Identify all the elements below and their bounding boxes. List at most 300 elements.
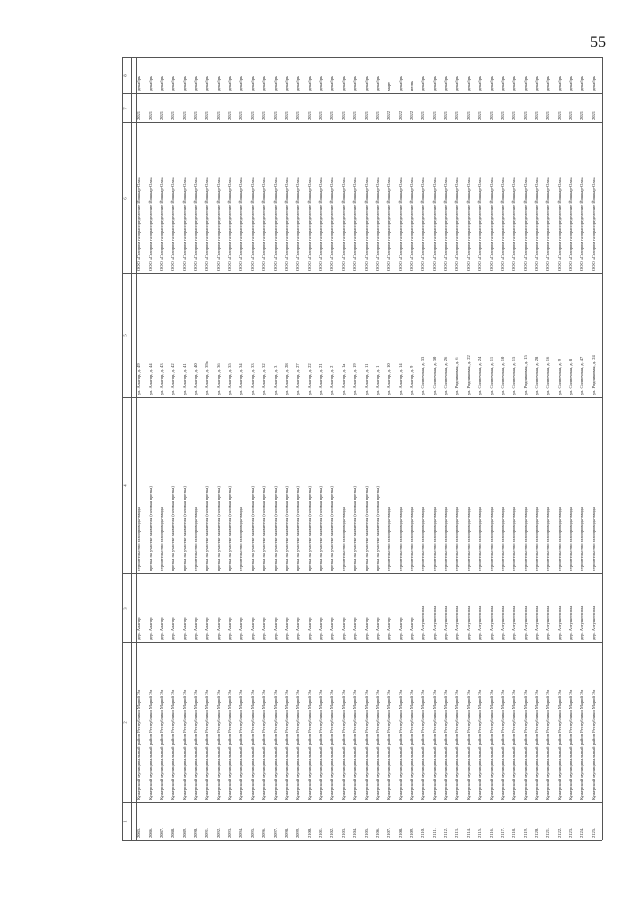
table-cell: 2091. bbox=[204, 827, 210, 838]
table-cell: 2090. bbox=[193, 827, 199, 838]
table-cell: ООО «Газпром газораспределение Йошкар-Ола» bbox=[488, 177, 494, 271]
table-cell: врезка на участке заявителя (газовая врезка) bbox=[249, 486, 255, 571]
table-cell: 2123. bbox=[568, 827, 574, 838]
table-cell: декабрь bbox=[352, 76, 358, 91]
table-cell: дер. Алагор bbox=[204, 617, 210, 640]
table-cell: декабрь bbox=[318, 76, 324, 91]
table-cell: ул. Солнечная, д. 8 bbox=[568, 358, 574, 395]
table-cell: ул. Алагор, д. 1 bbox=[374, 365, 380, 395]
table-cell: декабрь bbox=[227, 76, 233, 91]
header-separator bbox=[131, 57, 132, 840]
table-cell: декабрь bbox=[431, 76, 437, 91]
table-cell: декабрь bbox=[568, 76, 574, 91]
table-cell: Кужерский муниципальный район Республики Марий Эл bbox=[477, 689, 483, 800]
table-cell: ул. Солнечная, д. 10 bbox=[499, 356, 505, 395]
table-cell: Кужерский муниципальный район Республики Марий Эл bbox=[136, 689, 142, 800]
table-cell: ул. Солнечная, д. 15 bbox=[511, 356, 517, 395]
table-cell: ул. Алагор, д. 36 bbox=[215, 363, 221, 395]
table-cell: Кужерский муниципальный район Республики Марий Эл bbox=[306, 689, 312, 800]
table-cell: 2021 bbox=[534, 111, 539, 120]
header-label: 7 bbox=[122, 106, 128, 110]
table-cell: ул. Алагор, д. 27 bbox=[295, 363, 301, 395]
table-cell: ул. Алагор, д. 10 bbox=[386, 363, 392, 395]
table-cell: 2096. bbox=[261, 827, 267, 838]
table-cell: ул. Алагор, д. 33 bbox=[249, 363, 255, 395]
table-cell: март bbox=[386, 82, 392, 91]
table-cell: ООО «Газпром газораспределение Йошкар-Ола» bbox=[295, 177, 301, 271]
table-cell: 2021 bbox=[568, 111, 574, 120]
table-cell: ул. Алагор, д. 43 bbox=[158, 363, 164, 395]
table-cell: Кужерский муниципальный район Республики Марий Эл bbox=[465, 689, 471, 800]
table-cell: ООО «Газпром газораспределение Йошкар-Ола» bbox=[363, 177, 369, 271]
table-cell: 2021 bbox=[158, 111, 164, 120]
table-cell: декабрь bbox=[499, 76, 505, 91]
table-cell: ООО «Газпром газораспределение Йошкар-Ола» bbox=[215, 177, 221, 271]
table-cell: декабрь bbox=[306, 76, 312, 91]
table-cell: ООО «Газпром газораспределение Йошкар-Ола» bbox=[272, 177, 278, 271]
table-cell: врезка на участке заявителя (газовая врезка) bbox=[227, 486, 233, 571]
table-cell: декабрь bbox=[443, 76, 449, 91]
table-cell: 2021 bbox=[454, 111, 460, 120]
table-cell: 2119. bbox=[522, 828, 528, 838]
table-cell: декабрь bbox=[522, 76, 528, 91]
table-cell: Кужерский муниципальный район Республики Марий Эл bbox=[499, 689, 505, 800]
table-cell: 2021 bbox=[443, 111, 449, 120]
table-cell: 2111. bbox=[431, 828, 437, 838]
table-cell: 2021 bbox=[511, 111, 517, 120]
header-label: 8 bbox=[122, 74, 128, 77]
table-cell: 2021 bbox=[477, 111, 483, 120]
table-cell: строительство газопровода-ввода bbox=[431, 507, 437, 571]
table-cell: декабрь bbox=[204, 76, 210, 91]
table-cell: ул. Солнечная, д. 9 bbox=[556, 358, 562, 395]
table-cell: 2021 bbox=[352, 111, 358, 120]
table-cell: Кужерский муниципальный район Республики Марий Эл bbox=[329, 689, 335, 800]
table-cell: дер. Алагор bbox=[340, 617, 346, 640]
table-cell: строительство газопровода-ввода bbox=[158, 507, 164, 571]
table-cell: ул. Солнечная, д. 47 bbox=[579, 356, 585, 395]
table-cell: декабрь bbox=[158, 76, 164, 91]
table-cell: врезка на участке заявителя (газовая врезка) bbox=[272, 486, 278, 571]
table-cell: 2021 bbox=[136, 111, 142, 120]
table-cell: ООО «Газпром газораспределение Йошкар-Ола» bbox=[193, 177, 199, 271]
table-cell: ул. Солнечная, д. 33 bbox=[420, 356, 426, 395]
table-cell: ул. Алагор, д. 3 bbox=[272, 365, 278, 395]
table-cell: ООО «Газпром газораспределение Йошкар-Ола» bbox=[408, 177, 414, 271]
table-cell: ООО «Газпром газораспределение Йошкар-Ола» bbox=[579, 177, 585, 271]
table-cell: строительство газопровода-ввода bbox=[443, 507, 449, 571]
table-cell: врезка на участке заявителя (газовая врезка) bbox=[147, 486, 153, 571]
table-cell: дер. Алагор bbox=[318, 617, 324, 640]
table-cell: ООО «Газпром газораспределение Йошкар-Ола» bbox=[420, 177, 426, 271]
table-cell: 2112. bbox=[443, 828, 449, 838]
table-cell: дер. Азгушенсола bbox=[534, 605, 539, 640]
table-cell: строительство газопровода-ввода bbox=[511, 507, 517, 571]
table-cell: ул. Алагор, д. 2 bbox=[329, 365, 335, 395]
table-cell: 2102. bbox=[329, 827, 335, 838]
table-cell: 2114. bbox=[465, 828, 471, 838]
table-cell: 2099. bbox=[295, 827, 301, 838]
table-cell: ул. Алагор, д. 34 bbox=[238, 363, 244, 395]
table-cell: Кужерский муниципальный район Республики Марий Эл bbox=[227, 689, 233, 800]
table-cell: ул. Алагор, д. 1а bbox=[340, 363, 346, 395]
table-cell: 2117. bbox=[499, 828, 505, 838]
table-cell: дер. Азгушенсола bbox=[590, 605, 596, 640]
table-cell: строительство газопровода-ввода bbox=[522, 507, 528, 571]
table-cell: Кужерский муниципальный район Республики Марий Эл bbox=[352, 689, 358, 800]
table-cell: Кужерский муниципальный район Республики Марий Эл bbox=[374, 689, 380, 800]
table-cell: декабрь bbox=[261, 76, 267, 91]
table-top-border bbox=[122, 57, 602, 58]
table-cell: 2021 bbox=[522, 111, 528, 120]
table-cell: ул. Родниковая, д. 24 bbox=[590, 355, 596, 395]
table-cell: строительство газопровода-ввода bbox=[488, 507, 494, 571]
table-cell: декабрь bbox=[556, 76, 562, 91]
table-cell: ООО «Газпром газораспределение Йошкар-Ола» bbox=[386, 177, 392, 271]
table-cell: дер. Азгушенсола bbox=[477, 605, 483, 640]
table-cell: 2095. bbox=[249, 827, 255, 838]
table-cell: 2110. bbox=[420, 828, 426, 838]
table-cell: 2021 bbox=[215, 111, 221, 120]
table-cell: дер. Алагор bbox=[408, 617, 414, 640]
table-cell: 2125. bbox=[590, 827, 596, 838]
table-cell: декабрь bbox=[340, 76, 346, 91]
table-cell: врезка на участке заявителя (газовая врезка) bbox=[181, 486, 187, 571]
table-cell: ул. Алагор, д. 35 bbox=[227, 363, 233, 395]
table-cell: дер. Азгушенсола bbox=[579, 605, 585, 640]
table-cell: 2093. bbox=[227, 827, 233, 838]
table-cell: Кужерский муниципальный район Республики Марий Эл bbox=[386, 689, 392, 800]
table-cell: 2021 bbox=[431, 111, 437, 120]
table-cell: дер. Азгушенсола bbox=[556, 605, 562, 640]
table-cell: декабрь bbox=[488, 76, 494, 91]
table-cell: ООО «Газпром газораспределение Йошкар-Ола» bbox=[249, 177, 255, 271]
table-cell: ООО «Газпром газораспределение Йошкар-Ола» bbox=[261, 177, 267, 271]
table-cell: 2115. bbox=[477, 828, 483, 838]
table-cell: 2021 bbox=[590, 111, 596, 120]
table-cell: ул. Алагор, д. 32 bbox=[261, 363, 267, 395]
page-number: 55 bbox=[590, 34, 606, 51]
table-cell: дер. Азгушенсола bbox=[568, 605, 574, 640]
table-cell: строительство газопровода-ввода bbox=[499, 507, 505, 571]
table-cell: дер. Алагор bbox=[215, 617, 221, 640]
table-cell: ул. Родниковая, д. 6 bbox=[454, 357, 460, 395]
table-cell: 2021 bbox=[374, 111, 380, 120]
table-cell: ул. Алагор, д. 44 bbox=[147, 363, 153, 395]
table-cell: 2021 bbox=[340, 111, 346, 120]
table-cell: дер. Алагор bbox=[397, 617, 403, 640]
table-cell: 2021 bbox=[249, 111, 255, 120]
table-cell: Кужерский муниципальный район Республики Марий Эл bbox=[545, 689, 551, 800]
table-cell: врезка на участке заявителя (газовая врезка) bbox=[329, 486, 335, 571]
table-cell: ул. Алагор, д. 39а bbox=[204, 361, 210, 395]
table-cell: ул. Алагор, д. 11 bbox=[363, 363, 369, 395]
table-right-border bbox=[602, 57, 603, 840]
table-cell: декабрь bbox=[215, 76, 221, 91]
table-cell: ООО «Газпром газораспределение Йошкар-Ола» bbox=[283, 177, 289, 271]
table-cell: 2021 bbox=[306, 111, 312, 120]
table-cell: июнь bbox=[408, 80, 414, 91]
table-cell: Кужерский муниципальный район Республики Марий Эл bbox=[397, 689, 403, 800]
table-cell: дер. Алагор bbox=[295, 617, 301, 640]
table-cell: ООО «Газпром газораспределение Йошкар-Ола» bbox=[534, 177, 539, 271]
table-cell: врезка на участке заявителя (газовая врезка) bbox=[374, 486, 380, 571]
table-cell: 2105. bbox=[363, 827, 369, 838]
table-cell: декабрь bbox=[136, 76, 142, 91]
table-cell: ООО «Газпром газораспределение Йошкар-Ола» bbox=[431, 177, 437, 271]
table-cell: 2089. bbox=[181, 827, 187, 838]
header-label: 5 bbox=[122, 334, 128, 337]
table-cell: 2118. bbox=[511, 828, 517, 838]
table-cell: дер. Азгушенсола bbox=[431, 605, 437, 640]
table-cell: врезка на участке заявителя (газовая врезка) bbox=[318, 486, 324, 571]
table-cell: Кужерский муниципальный район Республики Марий Эл bbox=[488, 689, 494, 800]
table-cell: 2122. bbox=[556, 827, 562, 838]
table-cell: 2021 bbox=[363, 111, 369, 120]
table-cell: строительство газопровода-ввода bbox=[408, 507, 414, 571]
table-cell: ул. Алагор, д. 14 bbox=[397, 363, 403, 395]
table-cell: Кужерский муниципальный район Республики Марий Эл bbox=[170, 689, 176, 800]
table-cell: 2124. bbox=[579, 827, 585, 838]
table-cell: Кужерский муниципальный район Республики Марий Эл bbox=[193, 689, 199, 800]
table-cell: ООО «Газпром газораспределение Йошкар-Ола» bbox=[136, 177, 142, 271]
table-cell: 2085. bbox=[136, 827, 142, 838]
table-cell: дер. Алагор bbox=[147, 617, 153, 640]
table-cell: Кужерский муниципальный район Республики Марий Эл bbox=[420, 689, 426, 800]
table-cell: декабрь bbox=[193, 76, 199, 91]
table-cell: 2021 bbox=[295, 111, 301, 120]
table-cell: ул. Алагор, д. 22 bbox=[306, 363, 312, 395]
table-cell: врезка на участке заявителя (газовая врезка) bbox=[363, 486, 369, 571]
table-cell: ООО «Газпром газораспределение Йошкар-Ола» bbox=[340, 177, 346, 271]
table-cell: ул. Родниковая, д. 15 bbox=[522, 355, 528, 395]
table-cell: строительство газопровода-ввода bbox=[454, 507, 460, 571]
table-cell: 2116. bbox=[488, 828, 494, 838]
table-cell: декабрь bbox=[147, 76, 153, 91]
table-cell: Кужерский муниципальный район Республики Марий Эл bbox=[181, 689, 187, 800]
table-cell: строительство газопровода-ввода bbox=[238, 507, 244, 571]
table-cell: декабрь bbox=[272, 76, 278, 91]
table-cell: дер. Алагор bbox=[329, 617, 335, 640]
table-cell: дер. Азгушенсола bbox=[499, 605, 505, 640]
table-cell: ООО «Газпром газораспределение Йошкар-Ола» bbox=[204, 177, 210, 271]
table-cell: 2021 bbox=[170, 111, 176, 120]
table-cell: 2098. bbox=[283, 827, 289, 838]
table-cell: 2104. bbox=[352, 827, 358, 838]
table-cell: дер. Азгушенсола bbox=[465, 605, 471, 640]
table-cell: ООО «Газпром газораспределение Йошкар-Ола» bbox=[352, 177, 358, 271]
table-cell: Кужерский муниципальный район Республики Марий Эл bbox=[147, 689, 153, 800]
table-cell: строительство газопровода-ввода bbox=[590, 507, 596, 571]
table-cell: ООО «Газпром газораспределение Йошкар-Ола» bbox=[306, 177, 312, 271]
table-cell: ООО «Газпром газораспределение Йошкар-Ола» bbox=[238, 177, 244, 271]
table-cell: дер. Азгушенсола bbox=[443, 605, 449, 640]
table-cell: Кужерский муниципальный район Республики Марий Эл bbox=[272, 689, 278, 800]
table-cell: Кужерский муниципальный район Республики Марий Эл bbox=[568, 689, 574, 800]
table-cell: Кужерский муниципальный район Республики Марий Эл bbox=[283, 689, 289, 800]
table-cell: декабрь bbox=[363, 76, 369, 91]
table-cell: 2097. bbox=[272, 827, 278, 838]
table-cell: ООО «Газпром газораспределение Йошкар-Ола» bbox=[477, 177, 483, 271]
table-cell: 2087. bbox=[158, 827, 164, 838]
table-cell: Кужерский муниципальный район Республики Марий Эл bbox=[534, 689, 539, 800]
table-cell: декабрь bbox=[238, 76, 244, 91]
table-cell: 2109. bbox=[408, 827, 414, 838]
table-cell: дер. Алагор bbox=[170, 617, 176, 640]
table-cell: дер. Алагор bbox=[238, 617, 244, 640]
table-cell: дер. Алагор bbox=[158, 617, 164, 640]
table-cell: ул. Алагор, д. 9 bbox=[408, 365, 414, 395]
table-cell: декабрь bbox=[374, 76, 380, 91]
table-cell: дер. Азгушенсола bbox=[420, 605, 426, 640]
table-cell: 2021 bbox=[499, 111, 505, 120]
table-cell: врезка на участке заявителя (газовая врезка) bbox=[306, 486, 312, 571]
table-cell: 2103. bbox=[340, 827, 346, 838]
table-cell: 2022 bbox=[397, 111, 403, 120]
table-cell: врезка на участке заявителя (газовая врезка) bbox=[215, 486, 221, 571]
table-cell: врезка на участке заявителя (газовая врезка) bbox=[204, 486, 210, 571]
table-cell: 2106. bbox=[374, 827, 380, 838]
table-cell: ул. Алагор, д. 40 bbox=[193, 363, 199, 395]
table-cell: ООО «Газпром газораспределение Йошкар-Ола» bbox=[147, 177, 153, 271]
table-cell: ООО «Газпром газораспределение Йошкар-Ола» bbox=[329, 177, 335, 271]
table-cell: 2021 bbox=[193, 111, 199, 120]
table-cell: дер. Азгушенсола bbox=[454, 605, 460, 640]
table-cell: ООО «Газпром газораспределение Йошкар-Ола» bbox=[181, 177, 187, 271]
table-cell: декабрь bbox=[295, 76, 301, 91]
header-label: 2 bbox=[122, 721, 128, 724]
table-cell: 2021 bbox=[147, 111, 153, 120]
table-cell: ООО «Газпром газораспределение Йошкар-Ола» bbox=[397, 177, 403, 271]
column-separator bbox=[122, 573, 602, 574]
table-cell: врезка на участке заявителя (газовая врезка) bbox=[170, 486, 176, 571]
table-cell: дер. Азгушенсола bbox=[488, 605, 494, 640]
table-cell: декабрь bbox=[397, 76, 403, 91]
table-cell: Кужерский муниципальный район Республики Марий Эл bbox=[511, 689, 517, 800]
table-cell: ул. Алагор, д. 28 bbox=[283, 363, 289, 395]
table-cell: строительство газопровода-ввода bbox=[136, 507, 142, 571]
table-cell: Кужерский муниципальный район Республики Марий Эл bbox=[204, 689, 210, 800]
table-cell: 2022 bbox=[386, 111, 392, 120]
table-cell: ул. Солнечная, д. 24 bbox=[477, 356, 483, 395]
table-cell: декабрь bbox=[590, 76, 596, 91]
table-cell: врезка на участке заявителя (газовая врезка) bbox=[261, 486, 267, 571]
table-cell: дер. Алагор bbox=[306, 617, 312, 640]
table-cell: 2021 bbox=[238, 111, 244, 120]
table-cell: 2022 bbox=[408, 111, 414, 120]
table-cell: декабрь bbox=[454, 76, 460, 91]
table-cell: 2021 bbox=[272, 111, 278, 120]
table-cell: ул. Солнечная, д. 28 bbox=[534, 356, 539, 395]
table-cell: ул. Алагор, д. 42 bbox=[170, 363, 176, 395]
table-cell: строительство газопровода-ввода bbox=[477, 507, 483, 571]
table-cell: 2021 bbox=[579, 111, 585, 120]
table-cell: ООО «Газпром газораспределение Йошкар-Ола» bbox=[170, 177, 176, 271]
table-bottom-border bbox=[122, 840, 602, 841]
table-cell: ООО «Газпром газораспределение Йошкар-Ола» bbox=[590, 177, 596, 271]
column-separator bbox=[122, 122, 602, 123]
table-cell: Кужерский муниципальный район Республики Марий Эл bbox=[363, 689, 369, 800]
table-cell: 2021 bbox=[556, 111, 562, 120]
table-cell: строительство газопровода-ввода bbox=[545, 507, 551, 571]
table-cell: 2092. bbox=[215, 827, 221, 838]
table-cell: 2021 bbox=[488, 111, 494, 120]
table-cell: строительство газопровода-ввода bbox=[465, 507, 471, 571]
table-cell: 2021 bbox=[283, 111, 289, 120]
table-cell: Кужерский муниципальный район Республики Марий Эл bbox=[454, 689, 460, 800]
table-cell: Кужерский муниципальный район Республики Марий Эл bbox=[431, 689, 437, 800]
table-cell: декабрь bbox=[534, 76, 539, 91]
table-cell: ООО «Газпром газораспределение Йошкар-Ола» bbox=[556, 177, 562, 271]
table-cell: врезка на участке заявителя (газовая врезка) bbox=[352, 486, 358, 571]
table-cell: 2121. bbox=[545, 827, 551, 838]
table-cell: Кужерский муниципальный район Республики Марий Эл bbox=[340, 689, 346, 800]
table-cell: ул. Алагор, д. 41 bbox=[181, 363, 187, 395]
table-cell: ООО «Газпром газораспределение Йошкар-Ола» bbox=[568, 177, 574, 271]
table-cell: декабрь bbox=[420, 76, 426, 91]
table-cell: декабрь bbox=[465, 76, 471, 91]
table-cell: 2094. bbox=[238, 827, 244, 838]
table-cell: Кужерский муниципальный район Республики Марий Эл bbox=[443, 689, 449, 800]
table-cell: декабрь bbox=[170, 76, 176, 91]
table-cell: ООО «Газпром газораспределение Йошкар-Ола» bbox=[465, 177, 471, 271]
table-cell: строительство газопровода-ввода bbox=[397, 507, 403, 571]
header-label: 1 bbox=[122, 820, 128, 823]
table-cell: декабрь bbox=[249, 76, 255, 91]
table-cell: Кужерский муниципальный район Республики Марий Эл bbox=[318, 689, 324, 800]
table-cell: 2107. bbox=[386, 827, 392, 838]
table-cell: дер. Алагор bbox=[193, 617, 199, 640]
table-cell: Кужерский муниципальный район Республики Марий Эл bbox=[238, 689, 244, 800]
table-cell: дер. Алагор bbox=[283, 617, 289, 640]
table-cell: ул. Солнечная, д. 26 bbox=[443, 356, 449, 395]
table-cell: ООО «Газпром газораспределение Йошкар-Ола» bbox=[522, 177, 528, 271]
table-cell: 2120. bbox=[534, 827, 539, 838]
table-cell: Кужерский муниципальный район Республики Марий Эл bbox=[158, 689, 164, 800]
table-cell: 2113. bbox=[454, 828, 460, 838]
table-cell: декабрь bbox=[477, 76, 483, 91]
table-cell: 2088. bbox=[170, 827, 176, 838]
table-cell: 2021 bbox=[465, 111, 471, 120]
table-cell: ООО «Газпром газораспределение Йошкар-Ола» bbox=[499, 177, 505, 271]
table-cell: ул. Алагор, д. 49 bbox=[136, 363, 142, 395]
table-cell: 2100. bbox=[306, 827, 312, 838]
table-cell: ул. Алагор, д. 19 bbox=[352, 363, 358, 395]
column-separator bbox=[122, 273, 602, 274]
header-label: 6 bbox=[122, 196, 128, 200]
table-cell: декабрь bbox=[545, 76, 551, 91]
table-cell: 2108. bbox=[397, 827, 403, 838]
table-cell: декабрь bbox=[511, 76, 517, 91]
table-cell: строительство газопровода-ввода bbox=[340, 507, 346, 571]
table-cell: строительство газопровода-ввода bbox=[568, 507, 574, 571]
table-cell: дер. Алагор bbox=[181, 617, 187, 640]
table-cell: ООО «Газпром газораспределение Йошкар-Ола» bbox=[545, 177, 551, 271]
table-cell: дер. Алагор bbox=[272, 617, 278, 640]
table-cell: 2021 bbox=[227, 111, 233, 120]
table-cell: дер. Алагор bbox=[136, 617, 142, 640]
table-cell: ООО «Газпром газораспределение Йошкар-Ола» bbox=[443, 177, 449, 271]
table-cell: Кужерский муниципальный район Республики Марий Эл bbox=[295, 689, 301, 800]
column-separator bbox=[122, 397, 602, 398]
table-cell: 2021 bbox=[204, 111, 210, 120]
table-cell: 2021 bbox=[329, 111, 335, 120]
column-separator bbox=[122, 802, 602, 803]
table-cell: Кужерский муниципальный район Республики Марий Эл bbox=[408, 689, 414, 800]
table-cell: Кужерский муниципальный район Республики Марий Эл bbox=[215, 689, 221, 800]
table-cell: дер. Азгушенсола bbox=[511, 605, 517, 640]
table-cell: 2086. bbox=[147, 827, 153, 838]
